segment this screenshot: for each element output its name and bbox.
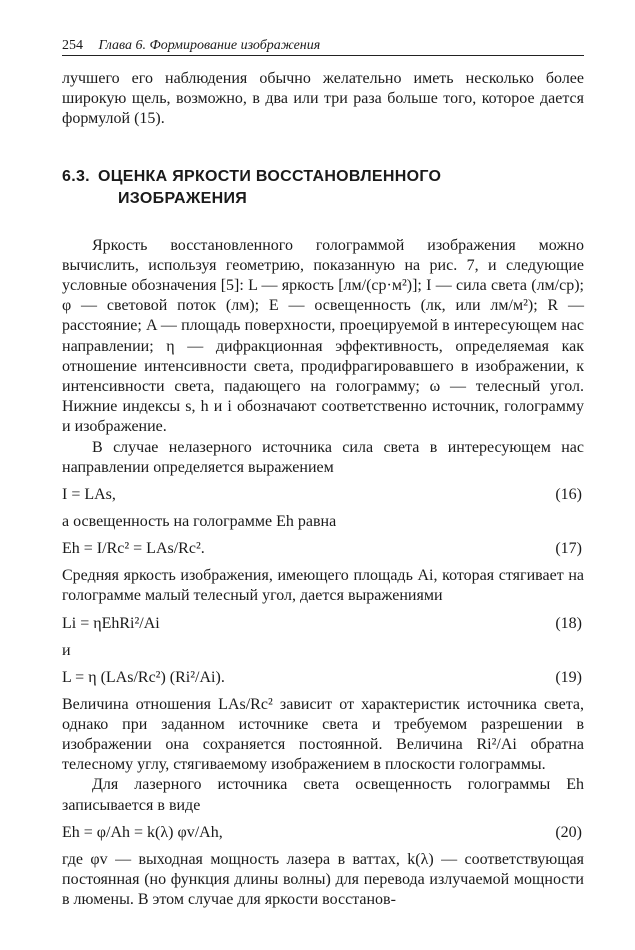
conjunction-and: и [62,641,71,659]
equation-formula: Eh = φ/Ah = k(λ) φv/Ah, [62,823,223,841]
equation-16 [62,484,584,506]
equation-number: (17) [555,540,582,558]
running-head [62,36,584,56]
equation-formula: I = LAs, [62,486,116,504]
section-title-line2: ИЗОБРАЖЕНИЯ [118,189,248,207]
paragraph-notation: Яркость восстановленного голограммой изображения можно вычислить, используя геометрию, показанную на рис. 7, и следующие условные обозначения [5]: L — яркость [лм/(ср·м²)]; I — сила света (лм/ср); φ — световой поток (лм); E — освещенность (лк, или лм/м²); R — расстояние; A — площадь поверхности, проецируемой в интересующем нас направлении; η — дифракционная эффективность, определяемая как отношение интенсивности света, продифрагировавшего в изображении, к интенсивности света, падающего на голограмму; ω — телесный угол. Нижние индексы s, h и i обозначают соответственно источник, голограмму и изображение. [62,236,584,436]
paragraph-ratio: Величина отношения LAs/Rc² зависит от характеристик источника света, однако при заданном источнике света и требуемом разрешении в изображении она сохраняется постоянной. Величина Ri²/Ai обратна телесному углу, стягиваемому изображением в плоскости голограммы. [62,695,584,774]
equation-19 [62,667,584,689]
equation-number: (19) [555,668,582,686]
equation-formula: Li = ηEhRi²/Ai [62,614,160,632]
chapter-title: Глава 6. Формирование изображения [98,38,321,53]
paragraph-laser: Для лазерного источника света освещенность голограммы Eh записывается в виде [62,776,584,814]
section-title-line1: ОЦЕНКА ЯРКОСТИ ВОССТАНОВЛЕННОГО [98,167,442,185]
equation-17 [62,538,584,560]
paragraph-nonlaser: В случае нелазерного источника сила света в интересующем нас направлении определяется выражением [62,438,584,476]
paragraph-laser-power: где φv — выходная мощность лазера в ваттах, k(λ) — соответствующая постоянная (но функция длины волны) для перевода излучаемой мощности в люмены. В этом случае для яркости восстанов- [62,850,584,909]
page [62,36,584,910]
equation-formula: Eh = I/Rc² = LAs/Rc². [62,540,205,558]
equation-20 [62,822,584,844]
section-number: 6.3. [62,167,90,185]
equation-formula: L = η (LAs/Rc²) (Ri²/Ai). [62,668,225,686]
paragraph-average-luminance: Средняя яркость изображения, имеющего площадь Ai, которая стягивает на голограмме малый телесный угол, дается выражениями [62,567,584,605]
equation-18 [62,613,584,635]
page-number: 254 [62,38,83,53]
section-heading [62,166,584,210]
equation-number: (18) [555,614,582,632]
equation-number: (20) [555,823,582,841]
text-illuminance: а освещенность на голограмме Eh равна [62,513,337,531]
equation-number: (16) [555,486,582,504]
paragraph-intro: лучшего его наблюдения обычно желательно иметь несколько более широкую щель, возможно, в два или три раза больше того, которое дается формулой (15). [62,70,584,128]
